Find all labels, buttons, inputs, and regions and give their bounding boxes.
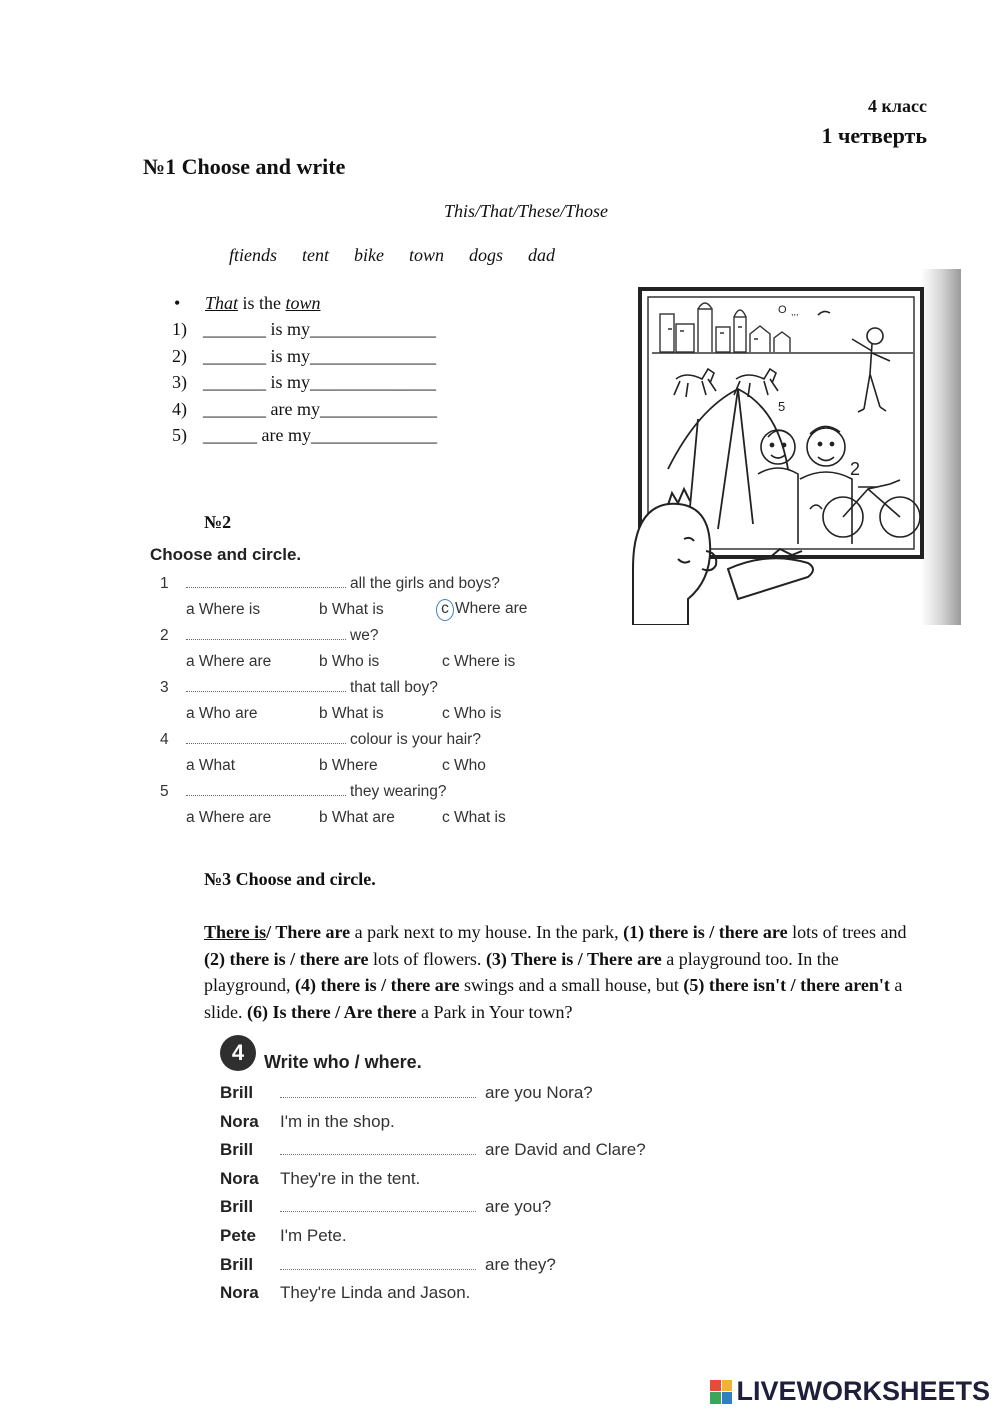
line-text: I'm Pete. [280,1225,347,1245]
answer-gap[interactable] [186,783,346,796]
ex3-text-segment: a park next to my house. In the park, [350,922,624,942]
ex3-choice-3[interactable]: (3) There is / There are [485,948,662,969]
ex1-item[interactable] [172,343,437,370]
ex1-word-options: This/That/These/Those [444,201,609,221]
answer-gap[interactable] [280,1257,476,1270]
option-c-selected[interactable] [436,599,527,621]
item-number: 1) [172,319,187,340]
question-number: 3 [160,679,169,696]
dialogue-line [220,1255,646,1284]
liveworksheets-brand[interactable] [710,1376,990,1407]
question-number: 1 [160,575,169,592]
ex3-text-segment: a playground too. In the playground, [204,948,839,995]
ex3-choice-2[interactable]: (2) there is / there are [204,948,369,969]
speaker-name: Brill [220,1197,254,1217]
ex3-paragraph [204,919,924,1025]
item-sentence: _______ are my_____________ [203,398,437,419]
ex3-choice-4[interactable]: (4) there is / there are [294,975,460,995]
question-text: that tall boy? [350,679,438,696]
item-number: 5) [172,425,187,446]
ex3-choice-5[interactable]: (5) there isn't / there aren't [683,975,890,995]
option-c[interactable]: c Who is [442,705,502,722]
ex4-title: Write who / where. [264,1052,422,1072]
svg-text:,,,: ,,, [791,307,799,317]
line-text: are you Nora? [485,1083,593,1102]
ex3-text-segment: a slide. [204,975,903,1022]
illustration-picture [628,269,961,625]
grade-label: 4 класс [868,96,927,116]
ex4-dialogue [220,1083,646,1312]
item-sentence: _______ is my______________ [203,319,437,340]
speaker-name: Nora [220,1168,259,1188]
item-sentence: _______ is my______________ [203,345,437,366]
dialogue-line [220,1283,646,1312]
ex1-title: №1 Choose and write [143,154,346,179]
answer-gap[interactable] [186,731,346,744]
ex3-choice-6[interactable]: (6) Is there / Are there [247,1001,417,1022]
item-sentence: ______ are my______________ [203,425,437,446]
option-b[interactable]: b What are [319,809,395,826]
ex3-text-segment: swings and a small house, but [459,975,684,995]
answer-gap[interactable] [280,1085,476,1098]
speaker-name: Nora [220,1111,259,1131]
ex1-item[interactable] [172,396,437,423]
answer-gap[interactable] [186,575,346,588]
line-text: are David and Clare? [485,1140,646,1160]
speaker-name: Brill [220,1254,254,1274]
logo-square [722,1380,733,1392]
ex3-choice-1[interactable]: (1) there is / there are [623,922,788,942]
logo-square [710,1380,721,1392]
line-text: They're in the tent. [280,1168,421,1188]
answer-gap[interactable] [280,1199,476,1212]
logo-square [722,1392,733,1404]
line-text: are they? [485,1254,556,1274]
item-sentence: _______ is my______________ [203,372,437,393]
option-a[interactable]: a Where are [186,809,272,826]
dialogue-line [220,1083,646,1112]
picture-number-label: 2 [850,459,861,479]
speaker-name: Pete [220,1225,256,1245]
question-number: 4 [160,731,169,748]
ex4-number-badge: 4 [220,1035,256,1071]
option-b[interactable]: b What is [319,601,384,618]
option-b[interactable]: b Who is [319,653,380,670]
ex3-text-segment: a Park in Your town? [416,1001,573,1022]
question-number: 5 [160,783,169,800]
item-number: 2) [172,345,187,366]
speaker-name: Brill [220,1083,254,1102]
ex3-example-choice[interactable]: There is [204,922,267,942]
option-b[interactable]: b Where [319,757,378,774]
ex2-number: №2 [204,512,232,532]
example-word-that: That [205,292,239,313]
answer-gap[interactable] [280,1142,476,1155]
ex1-noun-options: ftiends tent bike town dogs dad [229,245,555,265]
ex1-list [172,290,437,449]
answer-gap[interactable] [186,627,346,640]
question-row [160,783,447,801]
dialogue-line [220,1226,646,1255]
item-number: 4) [172,398,187,419]
example-word-town: town [285,292,321,313]
option-a[interactable]: a Who are [186,705,258,722]
picture-number-label: 5 [778,399,786,414]
question-text: colour is your hair? [350,731,481,748]
ex2-questions [160,575,600,835]
question-text: they wearing? [350,783,447,800]
question-row [160,679,438,697]
line-text: are you? [485,1197,552,1217]
logo-square [710,1392,721,1404]
ex3-title: №3 Choose and circle. [204,869,376,889]
item-number: 3) [172,372,187,393]
ex3-example-alt[interactable]: / There are [266,922,351,942]
ex1-item[interactable] [172,423,437,450]
question-text: we? [350,627,379,644]
speaker-name: Brill [220,1140,254,1160]
line-text: They're Linda and Jason. [280,1283,471,1303]
ex3-text-segment: lots of flowers. [368,948,486,969]
ex2-heading: Choose and circle. [150,545,302,564]
question-row [160,627,378,645]
option-c-text: Where are [455,600,528,617]
option-c[interactable]: c What is [442,809,506,826]
answer-gap[interactable] [186,679,346,692]
question-row [160,575,500,593]
line-text: I'm in the shop. [280,1111,395,1131]
question-number: 2 [160,627,169,644]
option-c[interactable]: c Who [442,757,486,774]
option-a[interactable]: a Where is [186,601,261,618]
selection-circle: c [436,599,454,621]
question-row [160,731,481,749]
svg-text:O: O [778,304,787,316]
bullet-icon: • [174,292,181,313]
dialogue-line [220,1197,646,1226]
dialogue-line [220,1169,646,1198]
ex3-text-segment: lots of trees and [787,922,907,942]
dialogue-line [220,1112,646,1141]
ex1-item[interactable] [172,317,437,344]
dialogue-line [220,1140,646,1169]
brand-text: LIVEWORKSHEETS [736,1376,990,1406]
ex1-item[interactable] [172,370,437,397]
speaker-name: Nora [220,1283,259,1303]
brand-logo-icon [710,1380,732,1404]
option-c[interactable]: c Where is [442,653,516,670]
option-b[interactable]: b What is [319,705,384,722]
question-text: all the girls and boys? [350,575,500,592]
option-a[interactable]: a Where are [186,653,272,670]
option-a[interactable]: a What [186,757,236,774]
ex1-example [172,290,437,317]
example-middle: is the [238,292,286,313]
quarter-label: 1 четверть [821,123,927,148]
